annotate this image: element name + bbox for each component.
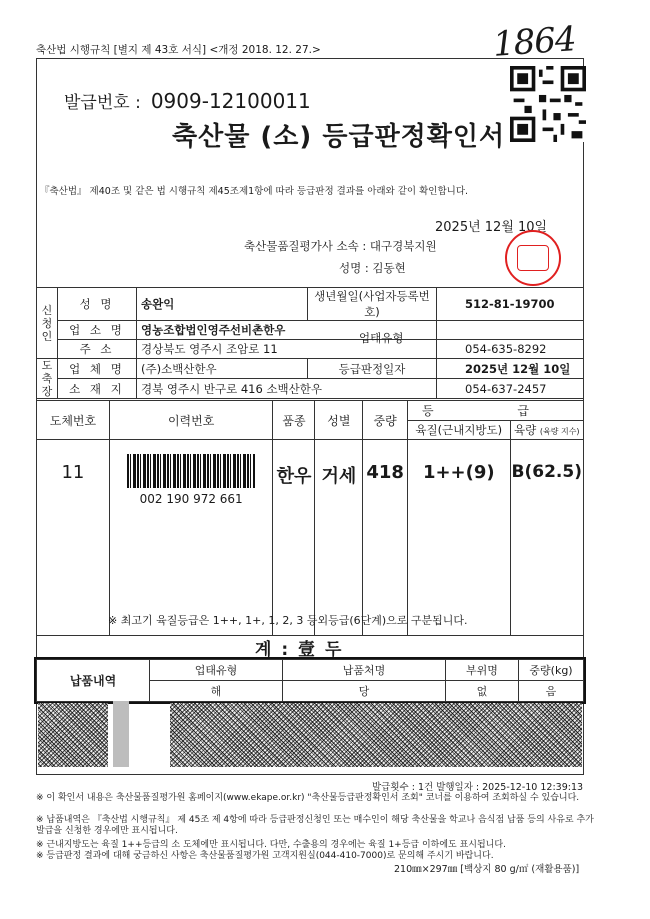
grade-table	[36, 400, 584, 636]
breed: 한우	[273, 440, 315, 636]
redacted-area-left	[38, 703, 108, 767]
delivery-empty-2: 당	[283, 681, 446, 702]
footer-note-4: ※ 등급판정 결과에 대해 궁금하신 사항은 축산물품질평가원 고객지원실(044-410-7000)로 문의해 주시기 바랍니다.	[36, 851, 494, 861]
issue-value: 0909-12100011	[150, 89, 311, 113]
footer-note-1: ※ 이 확인서 내용은 축산물품질평가원 홈페이지(www.ekape.or.kr) "축산물등급판정확인서 조회" 코너를 이용하여 조회하실 수 있습니다.	[36, 793, 580, 803]
carcass-no: 11	[37, 440, 110, 636]
issue-date: 2025년 12월 10일	[435, 220, 548, 235]
delivery-empty-4: 음	[519, 681, 584, 702]
applicant-side-label: 신청인	[37, 288, 58, 359]
delivery-title: 납품내역	[37, 660, 150, 702]
total-count: 계 : 壹 두	[255, 640, 344, 660]
grading-date: 2025년 12월 10일	[437, 359, 584, 379]
issue-label: 발급번호 :	[64, 93, 141, 113]
company-label: 업 소 명	[58, 321, 137, 340]
redacted-block	[113, 701, 129, 767]
grade-note: ※ 최고기 육질등급은 1++, 1+, 1, 2, 3 등외등급(6단계)으로 구분됩니다.	[108, 614, 468, 627]
footer-note-3: ※ 근내지방도는 육질 1++등급의 소 도체에만 표시됩니다. 다만, 수출용의 경우에는 육질 1+등급 이하에도 표시됩니다.	[36, 840, 506, 850]
carcass-no-header: 도체번호	[37, 401, 110, 440]
biz-type-cell	[359, 321, 584, 345]
delivery-empty-3: 없	[446, 681, 519, 702]
yield-header	[510, 421, 583, 440]
quality-grade: 1++(9)	[408, 440, 511, 636]
delivery-header-recipient: 납품처명	[283, 660, 446, 681]
issue-number	[64, 88, 311, 113]
breed-header: 품종	[273, 401, 315, 440]
paper-spec: 210㎜×297㎜ [백상지 80 g/㎡ (재활용품)]	[394, 864, 580, 875]
trace-number: 002 190 972 661	[139, 492, 243, 506]
name-label: 성 명	[58, 288, 137, 321]
grader-name: 성명 : 김동현	[339, 261, 406, 275]
yield-grade: B(62.5)	[510, 440, 583, 636]
grading-date-label: 등급판정일자	[308, 359, 437, 379]
grader-organization: 축산물품질평가사 소속 : 대구경북지원	[244, 239, 437, 253]
delivery-header-weight: 중량(kg)	[519, 660, 584, 681]
qr-code-icon	[510, 66, 586, 142]
trace-no-header: 이력번호	[109, 401, 273, 440]
applicant-phone: 054-635-8292	[437, 340, 584, 359]
intro-text: 『축산법』 제40조 및 같은 법 시행규칙 제45조제1항에 따라 등급판정 결과를 아래와 같이 확인합니다.	[40, 186, 469, 197]
birth-label: 생년월일(사업자등록번호)	[308, 288, 437, 321]
page-title: 축산물 (소) 등급판정확인서	[172, 122, 506, 152]
form-reference: 축산법 시행규칙 [별지 제 43호 서식] <개정 2018. 12. 27.>	[36, 44, 321, 56]
address-label: 주 소	[58, 340, 137, 359]
biz-type-label: 업태유형	[359, 331, 404, 345]
company-name: 영농조합법인영주선비촌한우	[137, 321, 437, 340]
delivery-header-biz-type: 업태유형	[150, 660, 283, 681]
slaughterhouse-phone: 054-637-2457	[437, 379, 584, 399]
yield-header-sub: (육량 지수)	[539, 427, 580, 436]
issue-info: 발급횟수 : 1건 발행일자 : 2025-12-10 12:39:13	[372, 782, 584, 793]
delivery-empty-1: 해	[150, 681, 283, 702]
delivery-header-part: 부위명	[446, 660, 519, 681]
yield-header-label: 육량	[513, 423, 537, 437]
slaughterhouse-name-label: 업 체 명	[58, 359, 137, 379]
weight: 418	[363, 440, 408, 636]
business-number: 512-81-19700	[437, 288, 584, 321]
official-seal-icon	[505, 230, 561, 286]
handwritten-number: 1864	[491, 19, 577, 65]
applicant-name: 송완익	[137, 288, 308, 321]
applicant-table	[36, 287, 584, 399]
weight-header: 중량	[363, 401, 408, 440]
footer-note-2: ※ 납품내역은 『축산법 시행규칙』 제 45조 제 4항에 따라 등급판정신청인 또는 매수인이 해당 축산물을 학교나 음식점 납품 등의 사유로 추가 발급을 신청한 경우에만 표시됩니다.	[36, 815, 594, 836]
slaughterhouse-side-label: 도축장	[37, 359, 58, 399]
grade-header: 등 급	[408, 401, 584, 421]
delivery-table	[36, 659, 584, 702]
slaughterhouse-location: 경북 영주시 반구로 416 소백산한우	[137, 379, 437, 399]
redacted-area-right	[170, 703, 582, 767]
slaughterhouse-name: (주)소백산한우	[137, 359, 308, 379]
sex: 거세	[315, 440, 363, 636]
location-label: 소 재 지	[58, 379, 137, 399]
quality-header: 육질(근내지방도)	[408, 421, 511, 440]
trace-no-cell	[109, 440, 273, 636]
sex-header: 성별	[315, 401, 363, 440]
applicant-address: 경상북도 영주시 조암로 11	[137, 340, 437, 359]
barcode-icon	[127, 454, 255, 488]
